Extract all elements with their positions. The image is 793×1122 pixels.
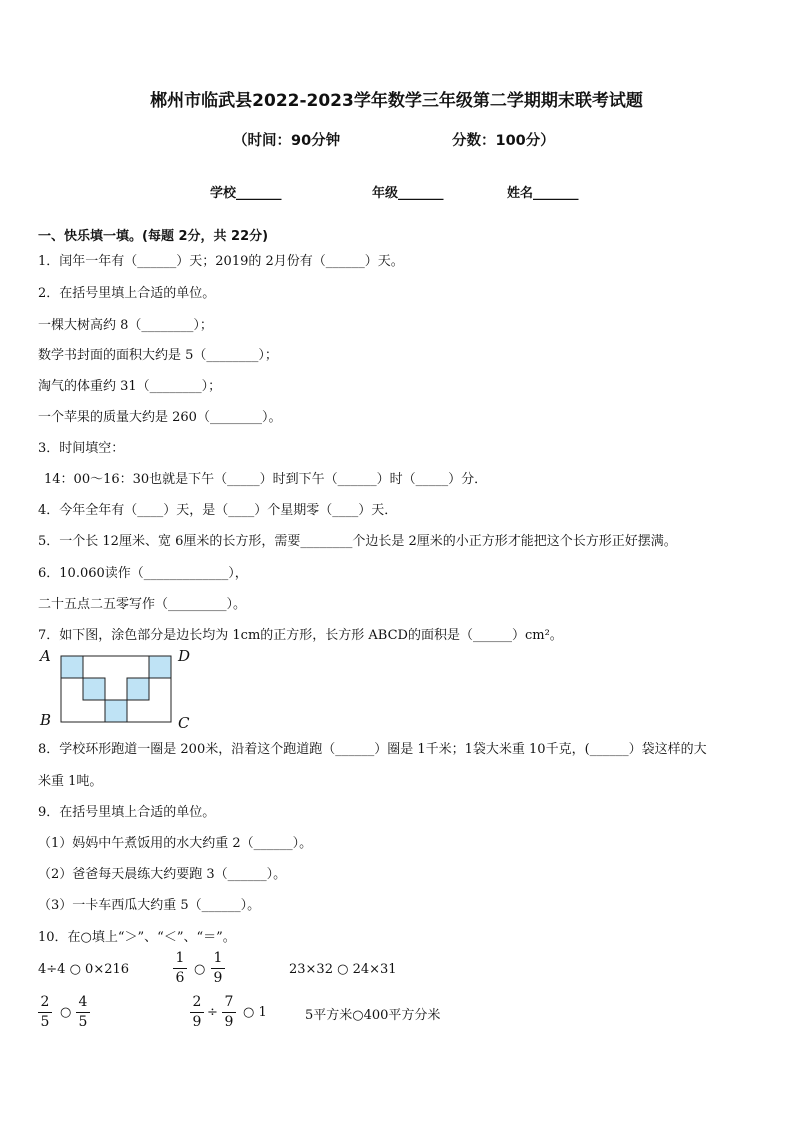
question-8: 8．学校环形跑道一圈是 200米，沿着这个跑道跑（______）圈是 1千米；1袋大米重 10千克，(______）袋这样的大 xyxy=(38,742,707,757)
compare-6: 5平方米○400平方分米 xyxy=(305,1008,441,1023)
fraction: 4 5 xyxy=(76,994,90,1031)
figure-label-a: A xyxy=(40,647,51,665)
question-8-cont: 米重 1吨。 xyxy=(38,774,103,789)
question-2-d: 一个苹果的质量大约是 260（________）。 xyxy=(38,410,282,425)
question-4: 4．今年全年有（____）天，是（____）个星期零（____）天． xyxy=(38,503,398,518)
question-10: 10．在○填上“＞”、“＜”、“＝”。 xyxy=(38,930,236,945)
question-1: 1．闰年一年有（______）天；2019的 2月份有（______）天。 xyxy=(38,254,404,269)
section-heading: 一、快乐填一填。(每题 2分，共 22分) xyxy=(38,229,269,244)
question-3-line: 14：00～16：30也就是下午（_____）时到下午（______）时（_____）分． xyxy=(44,472,488,487)
rectangle-figure xyxy=(55,650,185,725)
name-field: 姓名_______ xyxy=(507,186,579,201)
shaded-square xyxy=(61,656,83,678)
compare-tail: ○ 1 xyxy=(243,1005,267,1020)
question-9-1: （1）妈妈中午煮饭用的水大约重 2（______）。 xyxy=(38,836,313,851)
question-9-3: （3）一卡车西瓜大约重 5（______）。 xyxy=(38,898,261,913)
fraction: 7 9 xyxy=(222,994,236,1031)
fraction: 2 9 xyxy=(190,994,204,1031)
question-2-b: 数学书封面的面积大约是 5（________）； xyxy=(38,348,278,363)
divide-sign: ÷ xyxy=(207,1005,218,1020)
fraction: 2 5 xyxy=(38,994,52,1031)
exam-title: 郴州市临武县2022-2023学年数学三年级第二学期期末联考试题 xyxy=(150,91,643,111)
compare-circle: ○ xyxy=(60,1005,72,1020)
question-5: 5．一个长 12厘米、宽 6厘米的长方形，需要________个边长是 2厘米的小正方形才能把这个长方形正好摆满。 xyxy=(38,534,677,549)
compare-circle: ○ xyxy=(194,962,206,977)
question-2-a: 一棵大树高约 8（________）； xyxy=(38,318,213,333)
question-9: 9．在括号里填上合适的单位。 xyxy=(38,805,216,820)
question-2: 2．在括号里填上合适的单位。 xyxy=(38,286,216,301)
shaded-square xyxy=(83,678,105,700)
figure-label-b: B xyxy=(40,711,52,729)
figure-label-d: D xyxy=(178,647,191,665)
question-7: 7．如下图，涂色部分是边长均为 1cm的正方形，长方形 ABCD的面积是（______）cm²。 xyxy=(38,628,563,643)
exam-time: （时间：90分钟 xyxy=(233,133,341,149)
fraction: 1 6 xyxy=(173,950,187,987)
shaded-square xyxy=(127,678,149,700)
school-field: 学校_______ xyxy=(210,186,282,201)
shaded-square xyxy=(105,700,127,722)
fraction: 1 9 xyxy=(211,950,225,987)
shaded-square xyxy=(149,656,171,678)
figure-label-c: C xyxy=(178,714,190,732)
question-2-c: 淘气的体重约 31（________）； xyxy=(38,379,222,394)
compare-3: 23×32 ○ 24×31 xyxy=(289,962,397,977)
question-6: 6．10.060读作（_____________）， xyxy=(38,566,248,581)
question-6-b: 二十五点二五零写作（_________）。 xyxy=(38,597,247,612)
grade-field: 年级_______ xyxy=(372,186,444,201)
question-9-2: （2）爸爸每天晨练大约要跑 3（______）。 xyxy=(38,867,287,882)
exam-score: 分数：100分） xyxy=(452,133,555,149)
question-3: 3．时间填空： xyxy=(38,441,125,456)
compare-1: 4÷4 ○ 0×216 xyxy=(38,962,130,977)
